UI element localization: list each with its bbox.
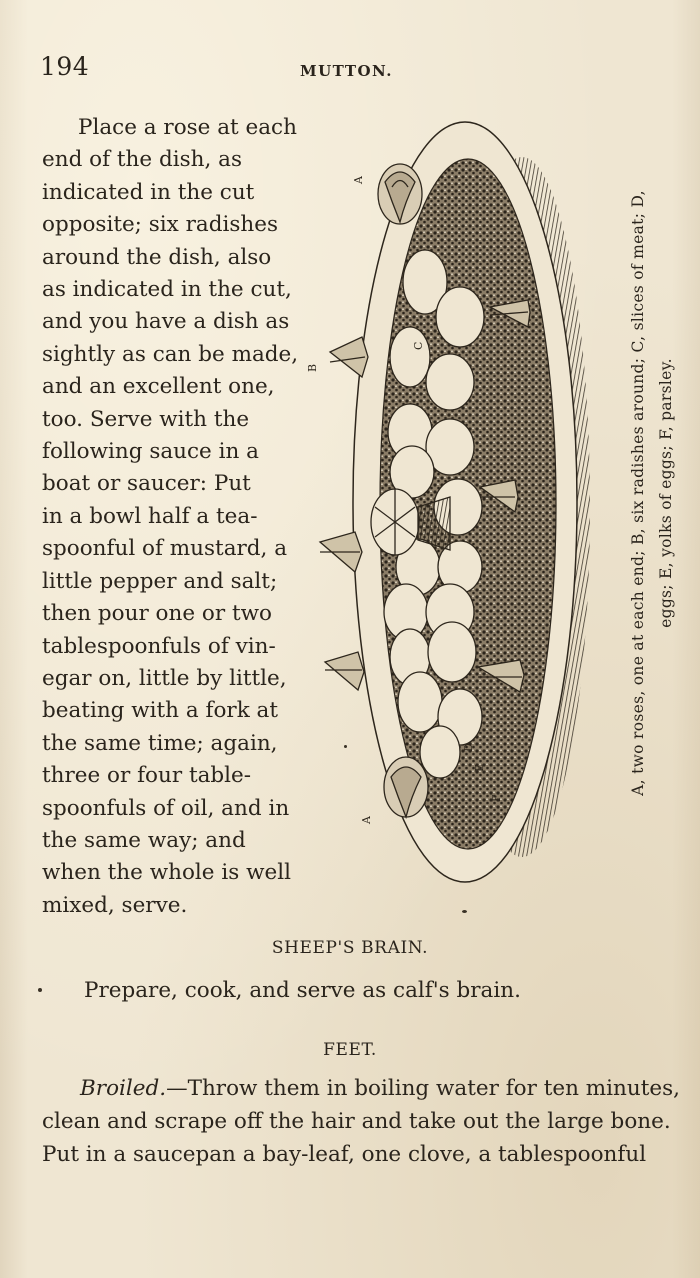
left-column-line: three or four table- [42, 763, 252, 789]
label-a-top: A [352, 176, 365, 184]
ink-speck [38, 988, 42, 992]
feet-heading: FEET. [323, 1040, 377, 1060]
feet-line-2: clean and scrape off the hair and take out the large bone. [42, 1109, 671, 1134]
left-column-line: egar on, little by little, [42, 665, 287, 691]
left-column-line: as indicated in the cut, [42, 277, 292, 303]
label-e: E [473, 763, 486, 772]
left-column-line: following sauce in a [42, 439, 259, 465]
left-column-line: spoonful of mustard, a [42, 536, 288, 562]
ink-speck [462, 910, 467, 913]
left-column-line: the same time; again, [42, 730, 278, 756]
left-column-line: spoonfuls of oil, and in [42, 795, 290, 821]
left-column-line: then pour one or two [42, 601, 272, 627]
left-column-line: in a bowl half a tea- [42, 503, 258, 529]
label-d: D [462, 743, 475, 752]
left-column-text [42, 112, 299, 922]
side-caption [620, 118, 684, 868]
left-column-line: and an excellent one, [42, 374, 275, 400]
running-head: MUTTON. [300, 62, 394, 80]
left-column-line: boat or saucer: Put [42, 471, 251, 497]
left-column-line: Place a rose at each [78, 115, 297, 140]
left-column-line: indicated in the cut [42, 179, 255, 205]
feet-line-3: Put in a saucepan a bay-leaf, one clove, a tablespoonful [42, 1142, 647, 1167]
page-number: 194 [40, 52, 90, 81]
left-column-line: little pepper and salt; [42, 568, 278, 594]
left-column-line: mixed, serve. [42, 892, 188, 918]
label-f: F [490, 794, 503, 802]
left-column-line: opposite; six radishes [42, 212, 279, 238]
left-column-line: tablespoonfuls of vin- [42, 633, 276, 659]
left-column-line: and you have a dish as [42, 309, 290, 335]
feet-text [42, 1072, 680, 1171]
label-a-bottom: A [360, 816, 373, 824]
left-column-line: the same way; and [42, 827, 246, 853]
rose-bottom [384, 757, 428, 817]
label-c: C [412, 341, 425, 350]
sheep-brain-text: Prepare, cook, and serve as calf's brain. [84, 978, 521, 1003]
feet-line-1 [42, 1072, 680, 1105]
left-column-line: beating with a fork at [42, 698, 279, 724]
left-column-line: sightly as can be made, [42, 341, 299, 367]
left-column-line: when the whole is well [42, 860, 291, 886]
caption-line-1: A, two roses, one at each end; B, six radishes around; C, slices of meat; D, [629, 190, 647, 796]
broiled-lead: Broiled. [80, 1076, 167, 1101]
left-column-line: too. Serve with the [42, 406, 250, 432]
caption-line-2: eggs; E, yolks of eggs; F, parsley. [657, 358, 675, 628]
rose-top [378, 164, 422, 224]
label-b: B [306, 363, 319, 372]
platter-illustration [300, 112, 630, 902]
ink-speck [344, 745, 347, 748]
feet-line-1-rest: —Throw them in boiling water for ten minutes, [166, 1076, 680, 1101]
left-column-line: end of the dish, as [42, 147, 242, 173]
left-column-line: around the dish, also [42, 244, 272, 270]
sheep-brain-heading: SHEEP'S BRAIN. [271, 938, 429, 958]
